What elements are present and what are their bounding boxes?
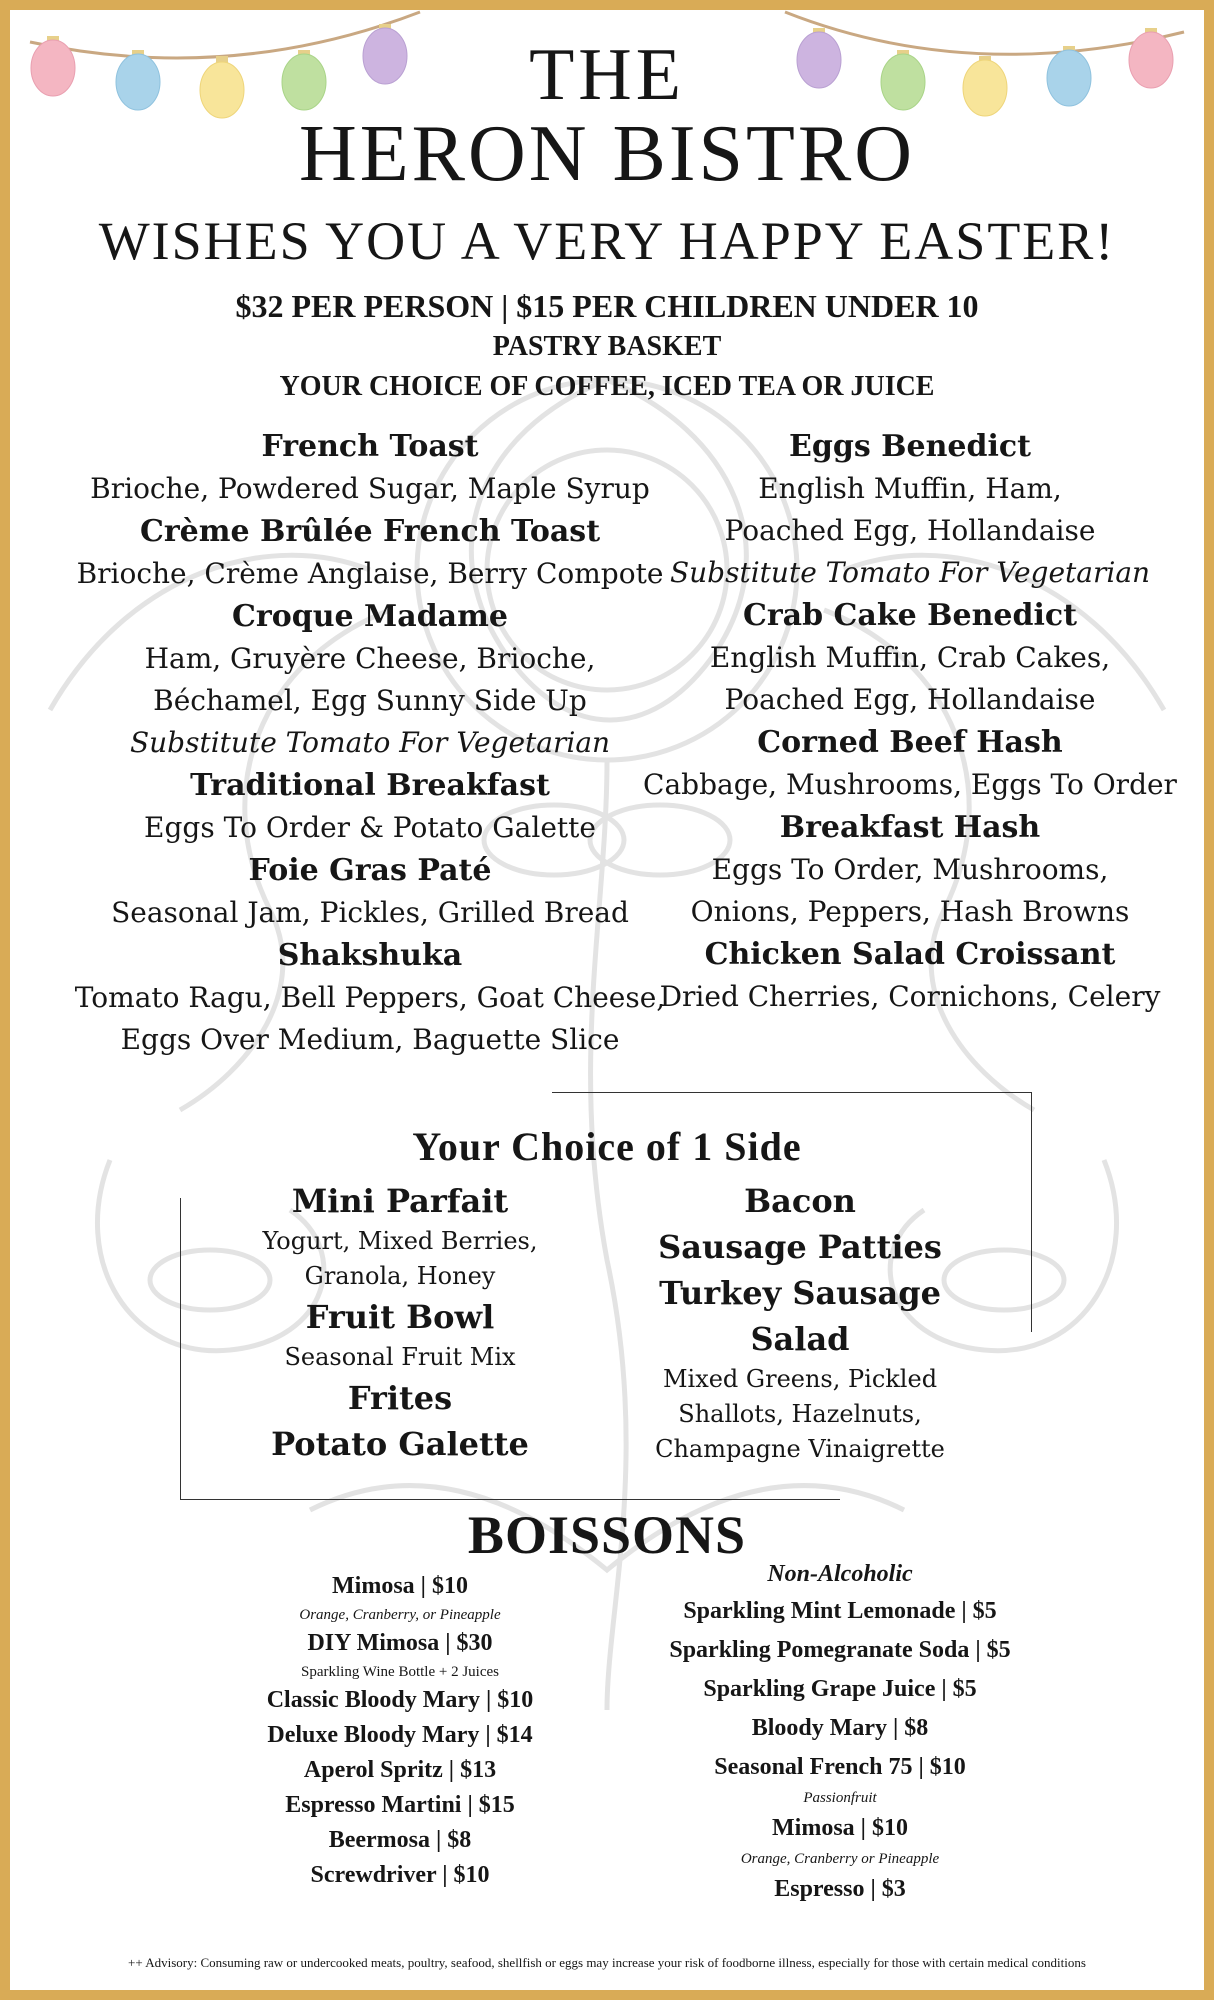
- side-description: Yogurt, Mixed Berries,: [262, 1227, 538, 1255]
- side-title: Turkey Sausage: [659, 1274, 941, 1312]
- drink-item: Aperol Spritz | $13: [303, 1757, 497, 1783]
- drink-item: Sparkling Pomegranate Soda | $5: [669, 1637, 1011, 1663]
- mains-right-column: [640, 425, 1180, 1018]
- dish-title: Corned Beef Hash: [757, 725, 1063, 760]
- drink-item: Classic Bloody Mary | $10: [266, 1687, 534, 1713]
- restaurant-name: HERON BISTRO: [298, 110, 916, 198]
- side-title: Fruit Bowl: [305, 1298, 495, 1336]
- dish-title: Shakshuka: [277, 938, 463, 973]
- dish-description: Eggs Over Medium, Baguette Slice: [120, 1023, 620, 1056]
- drinks-right-column: [610, 1556, 1070, 1909]
- side-description: Champagne Vinaigrette: [655, 1435, 945, 1463]
- dish-description: Béchamel, Egg Sunny Side Up: [153, 684, 587, 717]
- dish-description: Eggs To Order, Mushrooms,: [711, 853, 1109, 886]
- dish-description: English Muffin, Ham,: [758, 472, 1062, 505]
- menu-page: [10, 10, 1204, 1990]
- dish-title: Crab Cake Benedict: [742, 598, 1077, 633]
- drink-item: Mimosa | $10: [772, 1815, 908, 1841]
- drink-item: DIY Mimosa | $30: [307, 1630, 493, 1656]
- dish-description: English Muffin, Crab Cakes,: [709, 641, 1111, 674]
- drink-item: Espresso Martini | $15: [285, 1792, 515, 1818]
- price-line: $32 PER PERSON | $15 PER CHILDREN UNDER 10: [235, 288, 979, 324]
- drink-note: Orange, Cranberry or Pineapple: [740, 1851, 940, 1867]
- drink-item: Screwdriver | $10: [310, 1862, 490, 1888]
- side-title: Bacon: [744, 1182, 856, 1220]
- side-title: Potato Galette: [271, 1425, 529, 1463]
- drink-item: Sparkling Grape Juice | $5: [703, 1676, 977, 1702]
- dish-title: Breakfast Hash: [779, 810, 1041, 845]
- side-title: Salad: [750, 1320, 850, 1358]
- dish-title: Croque Madame: [232, 599, 508, 634]
- dish-title: Eggs Benedict: [789, 429, 1031, 464]
- sides-title: Your Choice of 1 Side: [412, 1124, 802, 1169]
- dish-title: Foie Gras Paté: [248, 853, 492, 888]
- dish-description: Tomato Ragu, Bell Peppers, Goat Cheese,: [74, 981, 666, 1014]
- mains-left-column: [50, 425, 690, 1061]
- side-description: Shallots, Hazelnuts,: [678, 1400, 922, 1428]
- dish-note: Substitute Tomato For Vegetarian: [129, 726, 611, 759]
- side-description: Seasonal Fruit Mix: [284, 1343, 516, 1371]
- side-description: Granola, Honey: [304, 1262, 496, 1290]
- frame-line-left: [180, 1198, 181, 1500]
- dish-description: Brioche, Crème Anglaise, Berry Compote: [76, 557, 664, 590]
- pastry-basket-line: PASTRY BASKET: [492, 331, 722, 362]
- side-description: Mixed Greens, Pickled: [662, 1365, 938, 1393]
- drink-item: Mimosa | $10: [332, 1573, 468, 1599]
- easter-greeting: WISHES YOU A VERY HAPPY EASTER!: [98, 211, 1116, 271]
- drink-item: Bloody Mary | $8: [751, 1715, 929, 1741]
- drinks-title: BOISSONS: [467, 1505, 747, 1565]
- dish-description: Cabbage, Mushrooms, Eggs To Order: [643, 768, 1177, 801]
- dish-title: Traditional Breakfast: [190, 768, 550, 803]
- dish-description: Seasonal Jam, Pickles, Grilled Bread: [111, 896, 629, 929]
- dish-description: Dried Cherries, Cornichons, Celery: [659, 980, 1161, 1013]
- frame-line-top: [552, 1092, 1032, 1093]
- dish-description: Onions, Peppers, Hash Browns: [690, 895, 1130, 928]
- dish-title: French Toast: [261, 429, 479, 464]
- sides-left-column: [240, 1178, 560, 1467]
- drink-item: Beermosa | $8: [328, 1827, 472, 1853]
- dish-description: Ham, Gruyère Cheese, Brioche,: [144, 642, 596, 675]
- drink-note: Passionfruit: [803, 1790, 877, 1806]
- dish-description: Brioche, Powdered Sugar, Maple Syrup: [90, 472, 650, 505]
- dish-description: Eggs To Order & Potato Galette: [144, 811, 596, 844]
- title-the: THE: [529, 34, 685, 116]
- dish-description: Poached Egg, Hollandaise: [724, 683, 1096, 716]
- drink-note: Sparkling Wine Bottle + 2 Juices: [301, 1664, 499, 1680]
- dish-title: Crème Brûlée French Toast: [139, 514, 601, 549]
- frame-line-bottom: [180, 1499, 840, 1500]
- non-alcoholic-heading: Non-Alcoholic: [767, 1561, 913, 1587]
- drink-item: Seasonal French 75 | $10: [714, 1754, 966, 1780]
- drink-item: Deluxe Bloody Mary | $14: [267, 1722, 533, 1748]
- side-title: Mini Parfait: [291, 1182, 509, 1220]
- drinks-left-column: [190, 1569, 610, 1893]
- sides-right-column: [630, 1178, 970, 1467]
- side-title: Sausage Patties: [658, 1228, 942, 1266]
- dish-title: Chicken Salad Croissant: [704, 937, 1116, 972]
- drink-note: Orange, Cranberry, or Pineapple: [299, 1607, 501, 1623]
- dish-note: Substitute Tomato For Vegetarian: [669, 556, 1151, 589]
- drink-item: Sparkling Mint Lemonade | $5: [683, 1598, 997, 1624]
- beverage-choice-line: YOUR CHOICE OF COFFEE, ICED TEA OR JUICE: [279, 371, 935, 402]
- drink-item: Espresso | $3: [774, 1876, 906, 1902]
- dish-description: Poached Egg, Hollandaise: [724, 514, 1096, 547]
- health-advisory: ++ Advisory: Consuming raw or undercooked meats, poultry, seafood, shellfish or eggs may increase your risk of foodborne illness, especially for those with certain medical conditions: [128, 1955, 1086, 1970]
- side-title: Frites: [347, 1379, 453, 1417]
